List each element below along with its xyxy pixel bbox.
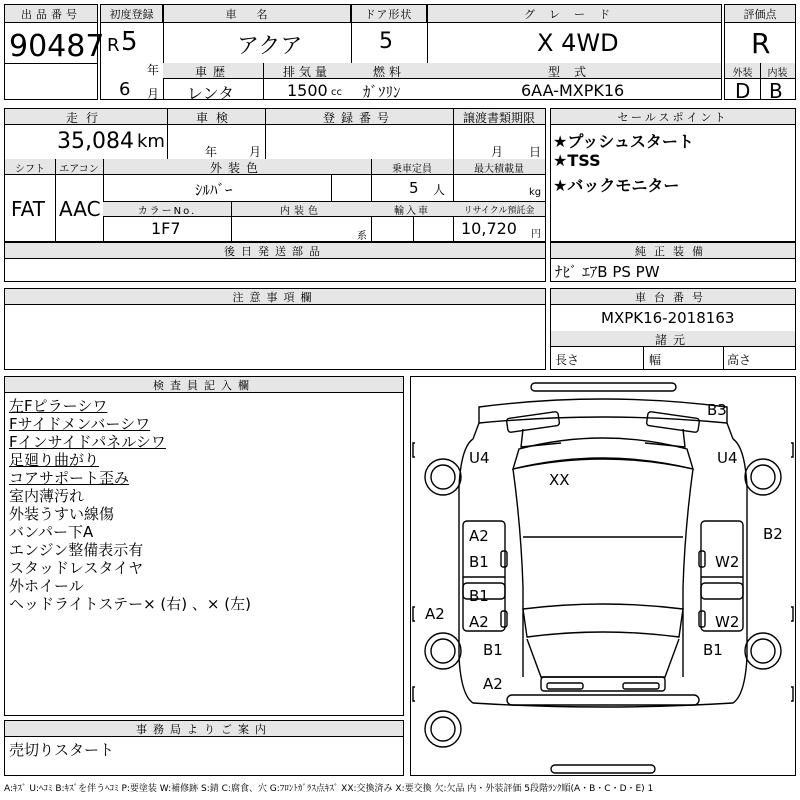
damage-mark-a2: A2 xyxy=(469,613,489,631)
interior-unit: 系 xyxy=(357,231,367,242)
doors: 5 xyxy=(379,29,393,54)
int-grade: B xyxy=(769,79,783,103)
inspector-label: 検査員記入欄 xyxy=(5,377,403,393)
width-label: 幅 xyxy=(649,353,662,367)
reg-year: 5 xyxy=(121,27,138,57)
fuel-label: 燃料 xyxy=(372,64,405,79)
load-label: 最大積載量 xyxy=(474,163,524,175)
import-label: 輸入車 xyxy=(394,205,430,217)
fuel: ｶﾞｿﾘﾝ xyxy=(363,83,401,101)
spec-label: 諸元 xyxy=(654,332,691,347)
height-label: 高さ xyxy=(727,353,752,367)
damage-mark-w2: W2 xyxy=(715,553,740,571)
capacity: 5 xyxy=(409,179,419,197)
first-reg-label: 初度登録 xyxy=(101,5,163,23)
int-label: 内装 xyxy=(767,67,788,79)
displacement-label: 排気量 xyxy=(282,64,331,79)
inspector-note: 外装うすい線傷 xyxy=(9,505,115,523)
inspector-note: 外ホイール xyxy=(9,577,84,595)
inspection-label: 車検 xyxy=(195,110,236,125)
caution-label: 注意事項欄 xyxy=(5,289,545,305)
inspector-note: 室内薄汚れ xyxy=(9,487,85,505)
model-label: 型式 xyxy=(547,64,600,79)
history-label: 車歴 xyxy=(194,64,231,79)
office-box xyxy=(4,720,404,776)
model-code: 6AA-MXPK16 xyxy=(521,81,625,100)
damage-mark-u4-left: U4 xyxy=(469,449,490,467)
damage-mark-xx: XX xyxy=(549,471,570,489)
info-box xyxy=(4,108,546,242)
ac-label: エアコン xyxy=(59,163,99,175)
equipment-label: 純正装備 xyxy=(551,243,795,259)
office-label: 事務局よりご案内 xyxy=(5,721,403,737)
inspector-note: Fインサイドパネルシワ xyxy=(9,433,166,451)
inspector-note: Fサイドメンバーシワ xyxy=(9,415,151,433)
chassis-number: MXPK16-2018163 xyxy=(601,309,735,327)
interior-color-label: 内装色 xyxy=(280,205,322,217)
legend: A:ｷｽﾞ U:ﾍｺﾐ B:ｷｽﾞを伴うﾍｺﾐ P:要塗装 W:補修跡 S:錆 C:腐食、穴 G:ﾌﾛﾝﾄｶﾞﾗｽ点ｷｽﾞ XX:交換済み X:要交換 欠:欠品 内・外装評価 5段階ﾗﾝｸ順(A・B・C・D・E) 1 xyxy=(4,784,654,794)
inspector-note: コアサポート歪み xyxy=(9,469,130,487)
damage-mark-b2: B2 xyxy=(763,525,783,543)
capacity-label: 乗車定員 xyxy=(392,163,432,175)
damage-mark-b1: B1 xyxy=(469,587,489,605)
office-message: 売切りスタート xyxy=(9,741,115,759)
car-name: アクア xyxy=(237,34,303,59)
ac: AAC xyxy=(59,197,101,221)
selling-point: ★TSS xyxy=(553,151,601,170)
chassis-box xyxy=(550,288,796,370)
damage-diagram xyxy=(410,376,796,776)
damage-mark-b3: B3 xyxy=(707,401,727,419)
damage-mark-w2: W2 xyxy=(715,613,740,631)
chassis-label: 車台番号 xyxy=(551,289,795,305)
score-label: 評価点 xyxy=(725,5,795,23)
mileage: 35,084 xyxy=(57,129,134,154)
insp-year-unit: 年 xyxy=(205,145,218,159)
selling-point: ★プッシュスタート xyxy=(553,132,694,151)
shift: FAT xyxy=(11,197,46,221)
inspector-note: エンジン整備表示有 xyxy=(9,541,144,559)
ext-grade: D xyxy=(735,79,751,103)
caution-box xyxy=(4,288,546,370)
selling-points-label: セールスポイント xyxy=(551,109,795,125)
selling-points-box xyxy=(550,108,796,242)
car-name-label: 車名 xyxy=(163,5,351,23)
header-main-box xyxy=(100,4,722,103)
damage-mark-b1: B1 xyxy=(703,641,723,659)
ext-label: 外装 xyxy=(732,67,753,79)
damage-mark-a2: A2 xyxy=(469,527,489,545)
equipment: ﾅﾋﾞ ｴｱB PS PW xyxy=(555,263,660,281)
exterior-color: ｼﾙﾊﾞｰ xyxy=(195,181,233,199)
mileage-unit: km xyxy=(137,131,165,152)
load-unit: kg xyxy=(529,187,542,198)
month-unit: 月 xyxy=(147,87,160,101)
capacity-unit: 人 xyxy=(433,183,446,197)
insp-month-unit: 月 xyxy=(249,145,262,159)
history: レンタ xyxy=(187,84,234,103)
inspector-note: バンパー下A xyxy=(9,523,94,541)
grade: X 4WD xyxy=(537,29,619,57)
damage-mark-a2: A2 xyxy=(425,605,445,623)
color-number: 1F7 xyxy=(151,219,181,238)
displacement-unit: cc xyxy=(331,87,342,98)
shift-label: シフト xyxy=(15,163,45,175)
grade-label: グレード xyxy=(427,5,721,23)
damage-mark-a2: A2 xyxy=(483,675,503,693)
color-no-label: カラーNo. xyxy=(137,205,197,217)
transfer-day-unit: 日 xyxy=(529,145,542,159)
recycle-unit: 円 xyxy=(531,229,541,240)
length-label: 長さ xyxy=(555,353,580,367)
inspector-note: ヘッドライトステー× (右) 、× (左) xyxy=(9,595,251,613)
era: R xyxy=(107,35,120,56)
transfer-label: 譲渡書類期限 xyxy=(462,110,535,125)
score: R xyxy=(751,27,771,60)
equipment-box xyxy=(550,242,796,282)
later-parts-box xyxy=(4,242,546,282)
year-unit: 年 xyxy=(147,63,160,77)
inspector-notes-box xyxy=(4,376,404,716)
color-label: 外装色 xyxy=(209,160,264,175)
inspector-note: 左Fピラーシワ xyxy=(9,397,108,415)
lot-number-box xyxy=(4,4,105,100)
displacement: 1500 xyxy=(287,81,328,100)
reg-month: 6 xyxy=(119,79,131,100)
transfer-month-unit: 月 xyxy=(491,145,504,159)
recycle-label: リサイクル預託金 xyxy=(463,205,535,216)
lot-number-label: 出品番号 xyxy=(5,5,97,23)
inspector-note: スタッドレスタイヤ xyxy=(9,559,144,577)
damage-mark-u4-right: U4 xyxy=(717,449,738,467)
later-parts-label: 後日発送部品 xyxy=(5,243,545,259)
door-label: ドア形状 xyxy=(351,5,427,23)
inspector-note: 足廻り曲がり xyxy=(9,451,100,469)
damage-mark-b1: B1 xyxy=(469,553,489,571)
car-outline xyxy=(411,377,795,775)
mileage-label: 走行 xyxy=(65,110,106,125)
score-box xyxy=(724,4,796,103)
selling-point: ★バックモニター xyxy=(553,176,680,195)
reg-no-label: 登録番号 xyxy=(322,110,395,125)
lot-number: 90487 xyxy=(9,29,105,64)
recycle-fee: 10,720 xyxy=(461,219,517,238)
damage-mark-b1: B1 xyxy=(483,641,503,659)
